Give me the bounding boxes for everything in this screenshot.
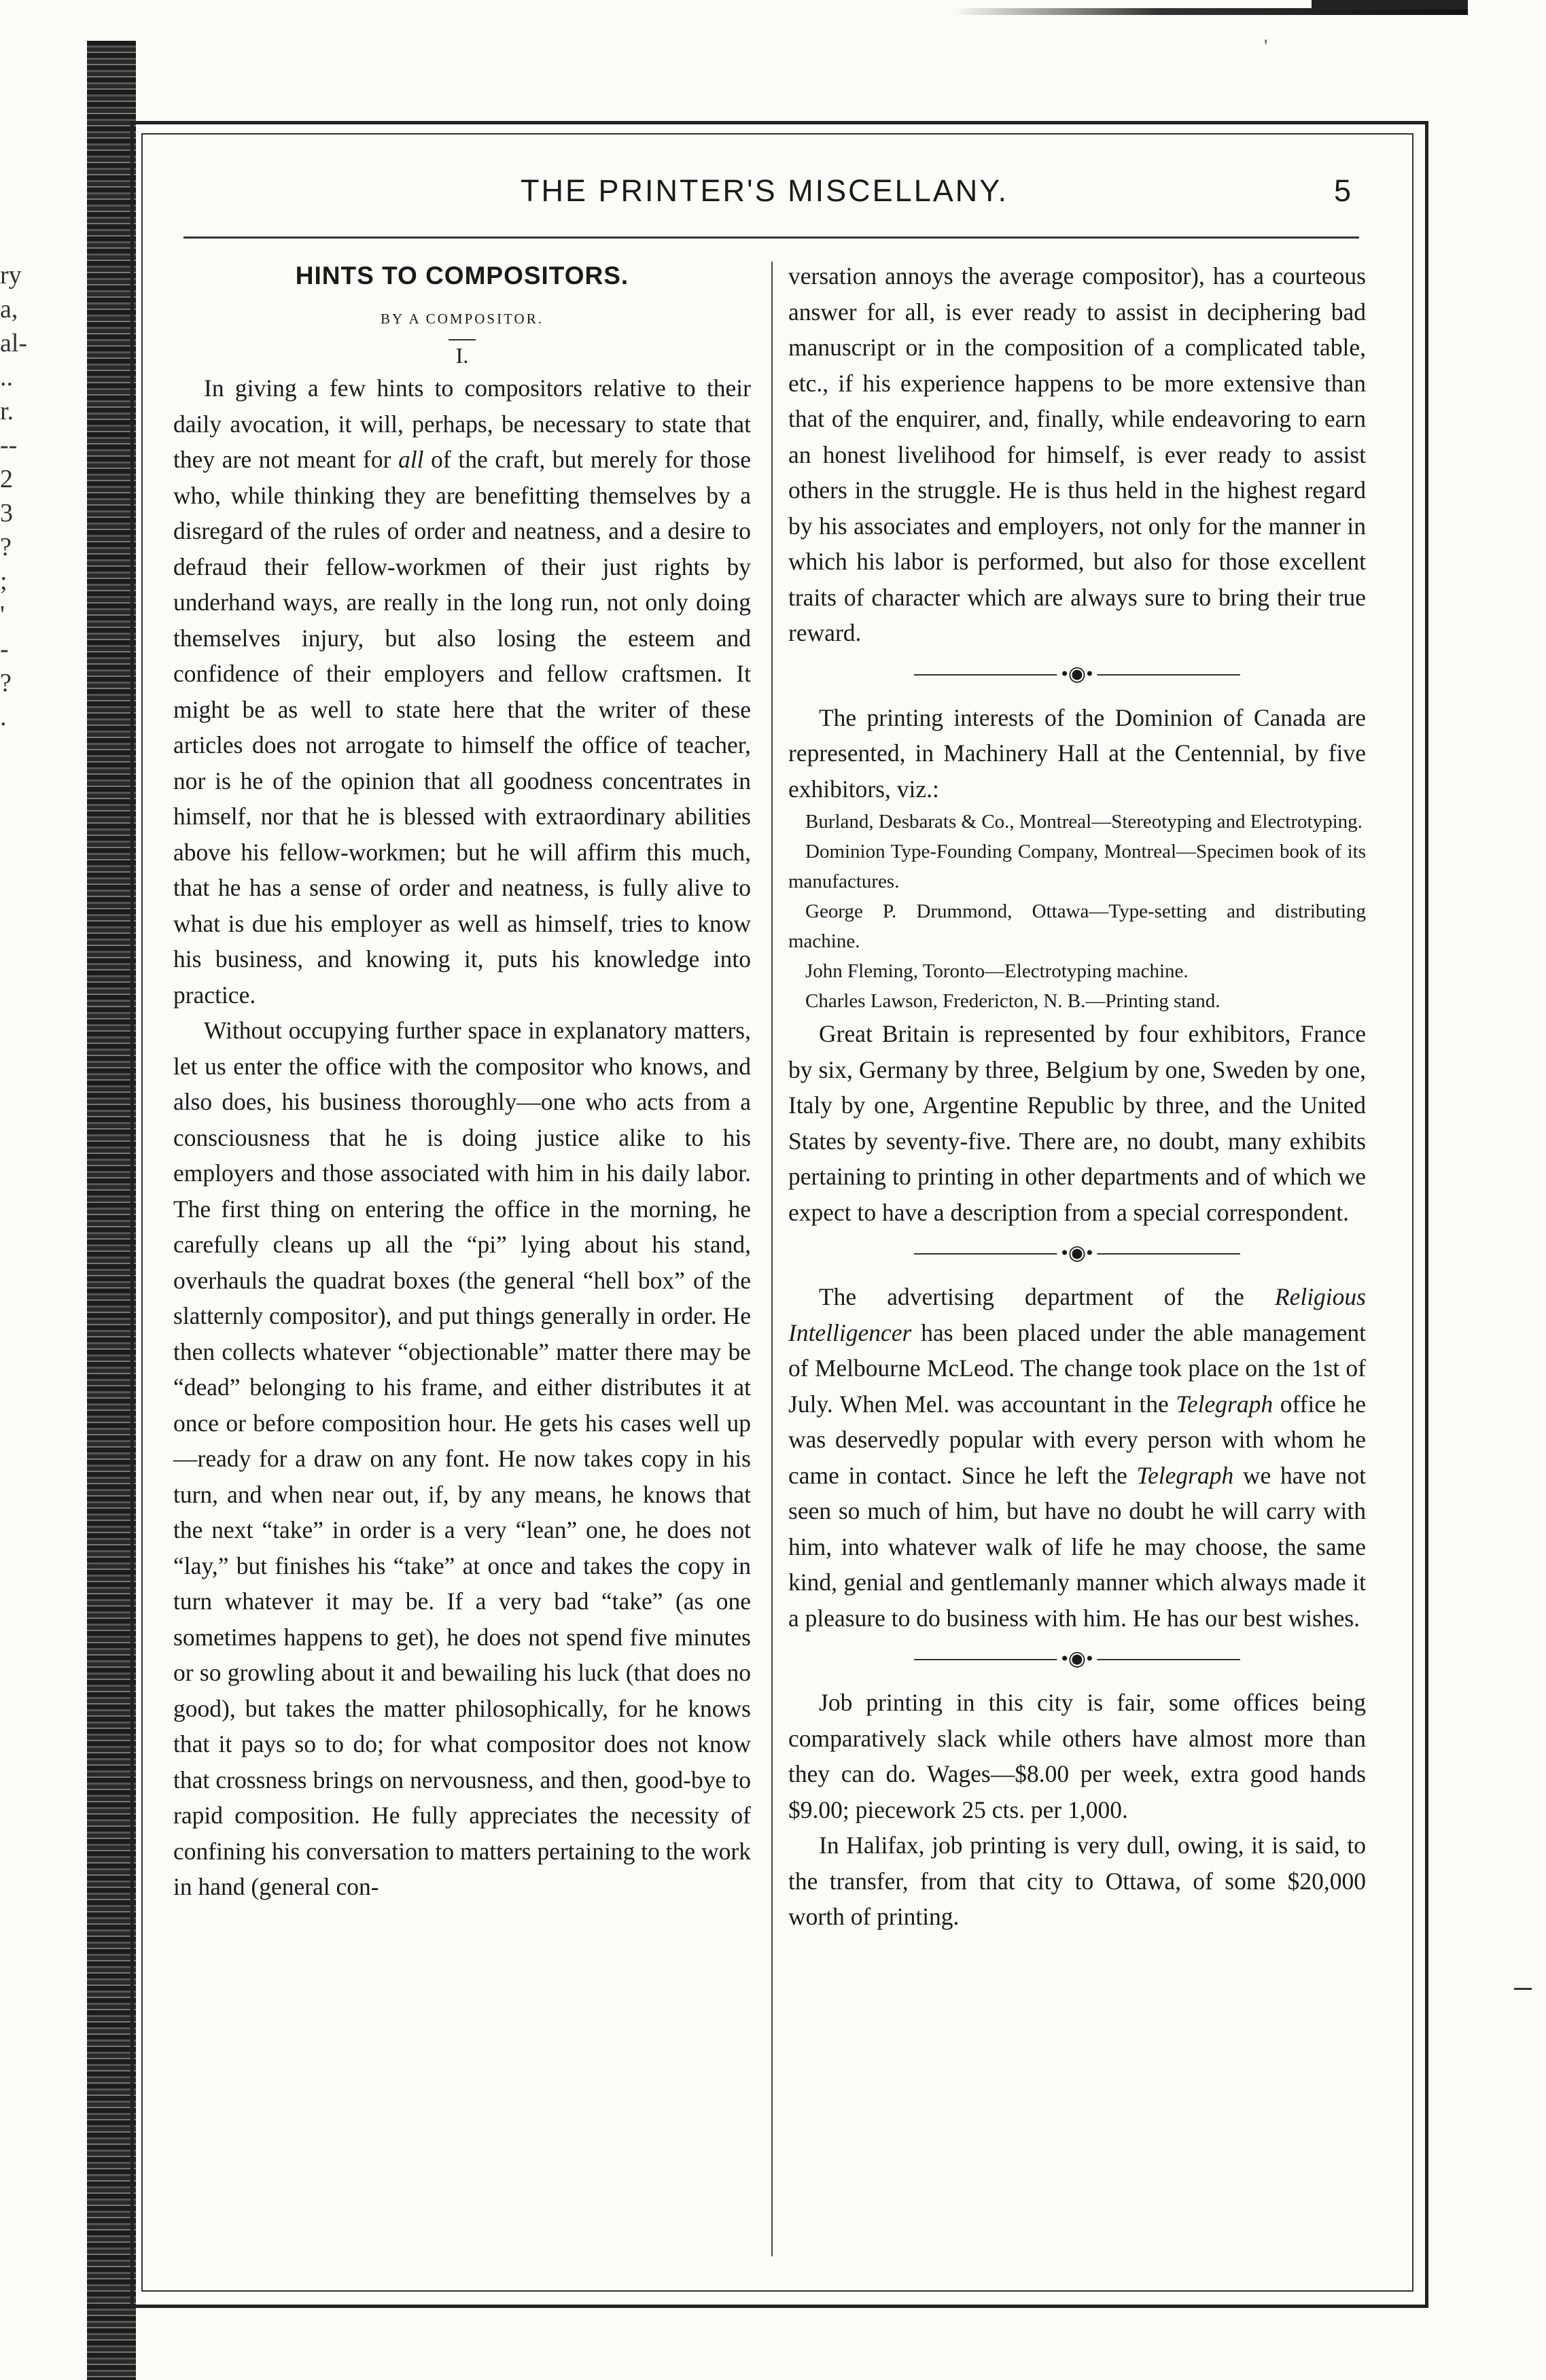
article-title: HINTS TO COMPOSITORS. xyxy=(295,262,629,290)
margin-mark xyxy=(1514,1988,1532,1990)
advertising-paragraph: The advertising department of the Religious Intelligencer has been placed under the able management of Melbourne McLeod. The change took place on the 1st of July. When Mel. was accountant in the Telegraph office he was deservedly popular with every person with whom he came in contact. Since he left the Telegraph we have not seen so much of him, but have no doubt he will carry with him, into whatever walk of life he may choose, the same kind, genial and gentlemanly manner which always made it a pleasure to do business with him. He has our best wishes. xyxy=(788,1283,1367,1632)
fragment: ? xyxy=(0,533,12,561)
section-separator xyxy=(788,651,1366,700)
previous-page-fragments xyxy=(0,258,27,734)
article-paragraph-continued: versation annoys the average compositor), has a courteous answer for all, is ever ready to assist in deciphering bad manuscript or in the composition of a complicated table, etc., if his experience happens to be more extensive than that of the enquirer, and, finally, while endeavoring to earn an honest livelihood for himself, is ever ready to assist others in the struggle. He is thus held in the highest regard by his associates and employers, not only for the manner in which his labor is performed, but also for those excellent traits of character which are always sure to bring their true reward. xyxy=(788,262,1366,646)
fragment: 2 xyxy=(0,465,13,493)
article-paragraph: Without occupying further space in explanatory matters, let us enter the office with the compositor who knows, and also does, his business thoroughly—one who acts from a consciousness that he is doing justice alike to his employers and those associated with him in his daily labor. The first thing on entering the office in the morning, he carefully cleans up all the “pi” lying about his stand, overhauls the quadrat boxes (the general “hell box” of the slatternly compositor), and put things generally in order. He then collects whatever “objectionable” matter there may be “dead” belonging to his frame, and either distributes it at once or before composition hour. He gets his cases well up—ready for a draw on any font. He now takes copy in his turn, and when near out, if, by any means, he knows that the next “take” in order is a very “lean” one, he does not “lay,” but finishes his “take” at once and takes the copy in turn whatever it may be. If a very bad “take” (as one sometimes happens to get), he does not spend five minutes or so growling about it and bewailing his luck (that does no good), but takes the matter philosophically, for he knows that it pays so to do; for what compositor does not know that crossness brings on nervousness, and then, good-bye to rapid composition. He fully appreciates the necessity of confining his conversation to matters pertaining to the work in hand (general con- xyxy=(173,1017,751,1900)
fragment: al- xyxy=(0,329,28,357)
stray-mark: ' xyxy=(1264,35,1268,58)
exhibitor-item: Dominion Type-Founding Company, Montreal—Specimen book of its manufactures. xyxy=(788,841,1366,892)
separator-ornament: •◉• xyxy=(1057,1648,1097,1670)
exhibitor-item: George P. Drummond, Ottawa—Type-setting and distributing machine. xyxy=(788,900,1366,952)
separator-ornament: •◉• xyxy=(1057,1242,1097,1264)
scan-edge-mark-dark xyxy=(1312,0,1468,10)
fragment: 3 xyxy=(0,499,13,527)
halifax-paragraph: In Halifax, job printing is very dull, owing, it is said, to the transfer, from that city to Ottawa, of some $20,000 worth of printing. xyxy=(788,1832,1366,1930)
fragment: -- xyxy=(0,431,18,459)
job-printing-paragraph: Job printing in this city is fair, some offices being comparatively slack while others have almost more than they can do. Wages—$8.00 per week, extra good hands $9.00; piecework 25 cts. per 1,000. xyxy=(788,1689,1366,1823)
article-part-number: I. xyxy=(455,343,469,368)
fragment: ? xyxy=(0,669,12,697)
fragment: ; xyxy=(0,567,7,595)
running-header-title: THE PRINTER'S MISCELLANY. xyxy=(521,173,1008,208)
fragment: r. xyxy=(0,397,14,425)
fragment: ry xyxy=(0,261,22,290)
page-number: 5 xyxy=(1334,173,1352,208)
article-paragraph: In giving a few hints to compositors relative to their daily avocation, it will, perhaps, be necessary to state that they are not meant for all of the craft, but merely for those who, while thinking they are benefitting themselves by a disregard of the rules of order and neatness, and a desire to defraud their fellow-workmen of their just rights by underhand ways, are really in the long run, not only doing themselves injury, but also losing the esteem and confidence of their employers and fellow craftsmen. It might be as well to state here that the writer of these articles does not arrogate to himself the office of teacher, nor is he of the opinion that all goodness concentrates in himself, nor that he is blessed with extraordinary abilities above his fellow-workmen; but he will affirm this much, that he has a sense of order and neatness, is fully alive to what is due his employer as well as himself, tries to know his business, and knowing it, puts his knowledge into practice. xyxy=(173,374,751,1009)
exhibitor-item: John Fleming, Toronto—Electrotyping machine. xyxy=(805,960,1189,982)
page-binding-edge xyxy=(87,41,136,2380)
section-separator xyxy=(788,1636,1366,1685)
left-column xyxy=(173,258,751,1905)
fragment: ' xyxy=(0,601,5,629)
fragment: - xyxy=(0,635,9,663)
header-rule xyxy=(183,237,1359,239)
fragment: . xyxy=(0,703,7,731)
exhibitor-item: Charles Lawson, Fredericton, N. B.—Printing stand. xyxy=(805,990,1220,1012)
section-separator xyxy=(788,1230,1366,1279)
column-divider xyxy=(771,262,773,2256)
right-column xyxy=(788,258,1366,1935)
fragment: .. xyxy=(0,363,13,391)
centennial-paragraph: Great Britain is represented by four exhibitors, France by six, Germany by three, Belgium by one, Sweden by one, Italy by one, Argentine Republic by three, and the United States by seventy-five. There are, no doubt, many exhibits pertaining to printing in other departments and of which we expect to have a description from a special correspondent. xyxy=(788,1020,1366,1226)
exhibitor-item: Burland, Desbarats & Co., Montreal—Stereotyping and Electrotyping. xyxy=(805,811,1363,833)
centennial-intro: The printing interests of the Dominion of Canada are represented, in Machinery Hall at the Centennial, by five exhibitors, viz.: xyxy=(788,703,1366,803)
article-byline: BY A COMPOSITOR. xyxy=(381,310,544,327)
fragment: a, xyxy=(0,295,18,323)
separator-ornament: •◉• xyxy=(1057,663,1097,685)
exhibitor-list xyxy=(788,807,1366,1016)
